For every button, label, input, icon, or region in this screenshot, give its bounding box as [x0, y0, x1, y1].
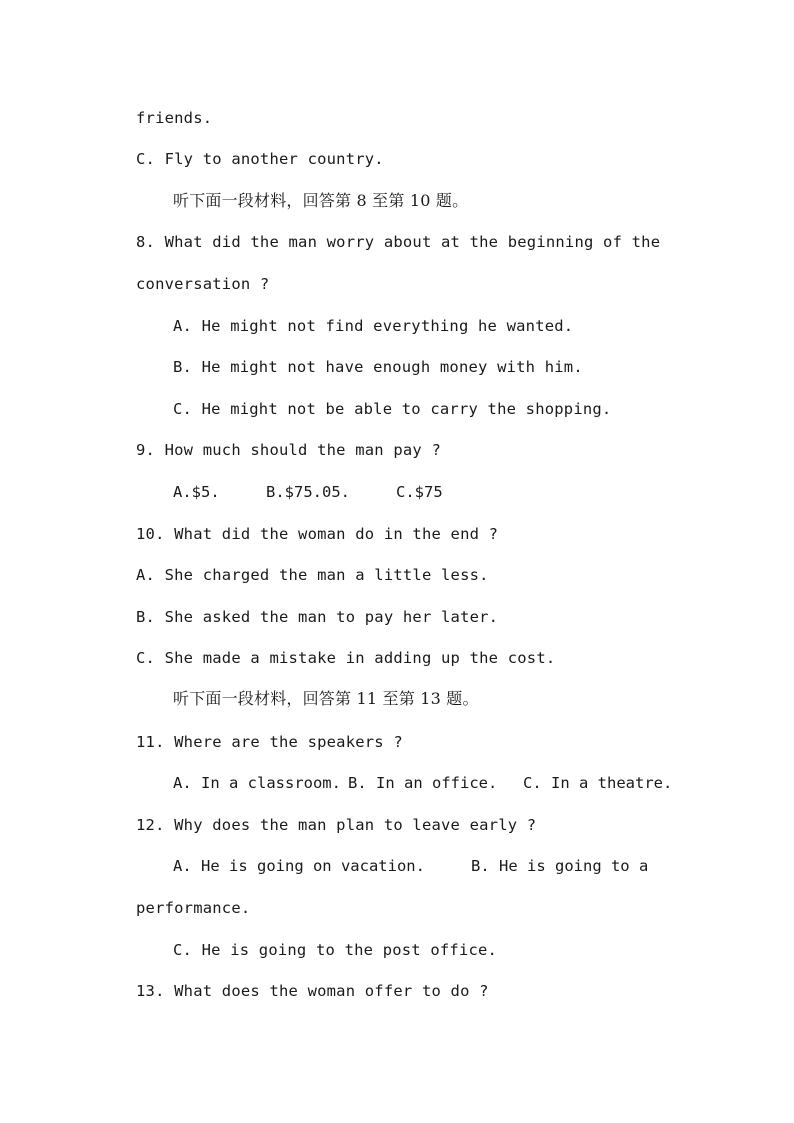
question-11: 11. Where are the speakers ?: [136, 733, 403, 751]
question-8-continued: conversation ?: [136, 275, 270, 293]
q12-option-b-continued: performance.: [136, 899, 251, 917]
q10-option-a: A. She charged the man a little less.: [136, 566, 489, 584]
q9-option-a: A.$5.: [173, 483, 220, 501]
section-instruction: 听下面一段材料，回答第 8 至第 10 题。: [173, 191, 469, 210]
option-text-continued: friends.: [136, 109, 213, 127]
q8-option-c: C. He might not be able to carry the shopping.: [173, 400, 612, 418]
q12-option-a: A. He is going on vacation.: [173, 857, 425, 875]
q8-option-a: A. He might not find everything he wanted.: [173, 317, 574, 335]
section-instruction-2: 听下面一段材料，回答第 11 至第 13 题。: [173, 689, 479, 708]
question-8-text: 8. What did the man worry about at the beginning of the: [136, 233, 661, 251]
option-c: C. Fly to another country.: [136, 150, 384, 168]
question-12: 12. Why does the man plan to leave early ?: [136, 816, 537, 834]
question-10: 10. What did the woman do in the end ?: [136, 525, 499, 543]
q10-option-c: C. She made a mistake in adding up the cost.: [136, 649, 556, 667]
question-13: 13. What does the woman offer to do ?: [136, 982, 489, 1000]
q11-option-b: B. In an office.: [348, 774, 498, 792]
q10-option-b: B. She asked the man to pay her later.: [136, 608, 499, 626]
q9-option-b: B.$75.05.: [266, 483, 350, 501]
q9-option-c: C.$75: [396, 483, 443, 501]
question-9: 9. How much should the man pay ?: [136, 441, 442, 459]
q11-option-c: C. In a theatre.: [523, 774, 673, 792]
question-8: [136, 232, 661, 252]
q12-option-b: B. He is going to a: [471, 857, 649, 875]
q11-option-a: A. In a classroom.: [173, 774, 341, 792]
q8-option-b: B. He might not have enough money with him.: [173, 358, 583, 376]
q12-option-c: C. He is going to the post office.: [173, 941, 498, 959]
